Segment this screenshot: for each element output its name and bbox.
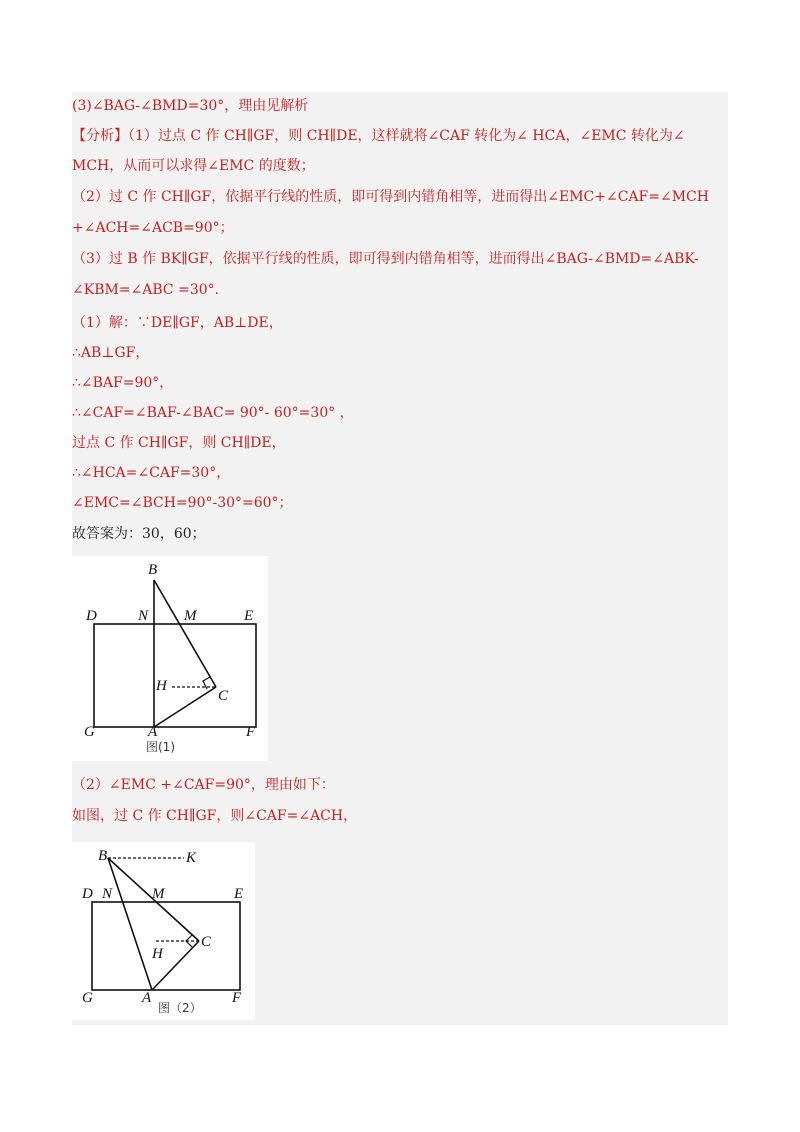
label-k: K [186,850,197,866]
rectangle-defg [92,902,240,990]
label-g: G [82,990,93,1006]
segment-bc [154,580,216,687]
figure-2 [72,842,255,1020]
label-c: C [218,688,229,704]
label-d: D [82,886,93,902]
label-g: G [84,724,95,740]
analysis-line-6: ∠KBM=∠ABC =30°. [72,282,220,298]
part-2-line-1: （2）∠EMC +∠CAF=90°，理由如下： [72,777,335,793]
solution-line-6: ∴∠HCA=∠CAF=30°， [72,465,231,481]
label-e: E [244,608,254,624]
solution-line-4: ∴∠CAF=∠BAF-∠BAC= 90°- 60°=30° ， [72,405,354,421]
analysis-line-4: +∠ACH=∠ACB=90°； [72,220,234,236]
label-d: D [86,608,97,624]
figure-1-caption: 图(1) [146,740,175,754]
analysis-line-5: （3）过 B 作 BK∥GF，依据平行线的性质，即可得到内错角相等，进而得出∠BAG-∠BMD=∠ABK- [72,251,699,267]
label-n: N [138,608,149,624]
label-a: A [148,724,158,740]
label-b: B [148,562,158,578]
label-c: C [201,934,212,950]
solution-line-2: ∴AB⊥GF， [72,345,150,361]
analysis-line-2: MCH，从而可以求得∠EMC 的度数； [72,158,315,174]
label-n: N [102,886,113,902]
analysis-line-3: （2）过 C 作 CH∥GF，依据平行线的性质，即可得到内错角相等，进而得出∠EMC+∠CAF=∠MCH [72,189,709,205]
figure-2-caption: 图（2） [158,1001,202,1015]
label-h: H [156,678,167,694]
label-f: F [246,724,256,740]
figure-1 [72,556,268,761]
part-2-line-2: 如图，过 C 作 CH∥GF，则∠CAF=∠ACH， [72,808,358,824]
answer-line-3: (3)∠BAG-∠BMD=30°，理由见解析 [72,98,309,114]
rectangle-defg [94,624,256,727]
label-h: H [152,946,163,962]
solution-line-5: 过点 C 作 CH∥GF，则 CH∥DE， [72,435,286,451]
label-a: A [142,990,152,1006]
label-m: M [184,608,197,624]
solution-line-3: ∴∠BAF=90°， [72,375,174,391]
label-f: F [232,990,242,1006]
solution-line-8: 故答案为：30，60； [72,526,206,542]
label-e: E [234,886,244,902]
analysis-line-1: 【分析】（1）过点 C 作 CH∥GF，则 CH∥DE，这样就将∠CAF 转化为∠ HCA，∠EMC 转化为∠ [72,128,685,144]
label-m: M [152,886,165,902]
solution-line-7: ∠EMC=∠BCH=90°-30°=60°； [72,495,293,511]
solution-line-1: （1）解：∵DE∥GF，AB⊥DE， [72,315,283,331]
label-b: B [98,848,108,864]
